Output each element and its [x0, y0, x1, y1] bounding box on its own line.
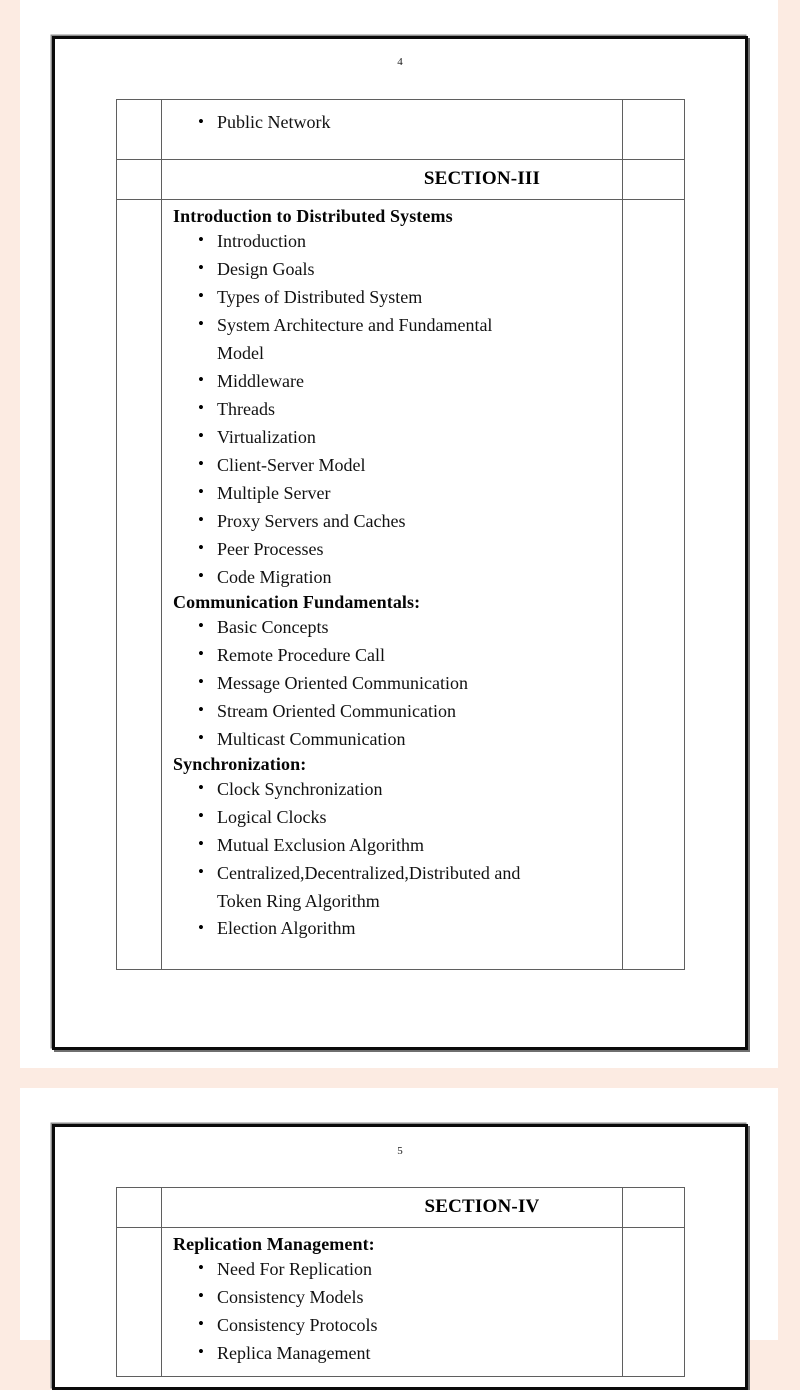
list-item: • Consistency Protocols: [166, 1312, 614, 1340]
section-title: SECTION-IV: [424, 1196, 540, 1217]
row-number-cell: [117, 1188, 162, 1228]
row-number-cell: [117, 159, 162, 199]
list-item: • Code Migration: [166, 564, 614, 592]
row-body-cell: [162, 159, 623, 199]
row-body-cell: [162, 1188, 623, 1228]
table-row: [117, 1228, 685, 1377]
page-sheet-4: [20, 0, 778, 1068]
bullet-list: [166, 109, 614, 137]
table-row-section-heading: [117, 159, 685, 199]
bullet-list: [166, 228, 614, 592]
list-item: • Mutual Exclusion Algorithm: [166, 832, 614, 860]
list-item: • Threads: [166, 396, 614, 424]
group-heading: Synchronization:: [173, 753, 307, 774]
list-item: • Need For Replication: [166, 1256, 614, 1284]
syllabus-table: [116, 99, 685, 970]
table-row: [117, 199, 685, 969]
row-body-cell: [162, 1228, 623, 1377]
list-item: • Multiple Server: [166, 480, 614, 508]
page-number: 4: [397, 56, 403, 68]
row-number-cell: [117, 100, 162, 160]
list-item: • Logical Clocks: [166, 804, 614, 832]
list-item-line-2: Token Ring Algorithm: [217, 890, 380, 911]
list-item: • Remote Procedure Call: [166, 642, 614, 670]
list-item: • Multicast Communication: [166, 726, 614, 754]
group-heading: Replication Management:: [173, 1234, 375, 1254]
row-number-cell: [117, 199, 162, 969]
list-item: • Peer Processes: [166, 536, 614, 564]
row-extra-cell: [623, 1228, 685, 1377]
cell-bottom-spacer: [166, 943, 614, 961]
row-extra-cell: [623, 1188, 685, 1228]
list-item: • Virtualization: [166, 424, 614, 452]
list-item: • Middleware: [166, 368, 614, 396]
list-item: • Client-Server Model: [166, 452, 614, 480]
bullet-list: [166, 1256, 614, 1368]
section-title: SECTION-III: [423, 167, 541, 189]
list-item: • Election Algorithm: [166, 915, 614, 943]
row-extra-cell: [623, 100, 685, 160]
table-row: [117, 100, 685, 160]
group-heading: Introduction to Distributed Systems: [173, 205, 453, 226]
row-body-cell: [162, 100, 623, 160]
page-sheet-5: [20, 1088, 778, 1363]
syllabus-table: [116, 1187, 685, 1377]
list-item: • Types of Distributed System: [166, 284, 614, 312]
list-item: • Proxy Servers and Caches: [166, 508, 614, 536]
row-extra-cell: [623, 199, 685, 969]
list-item: [166, 860, 614, 916]
page-number: 5: [397, 1145, 403, 1157]
list-item-line-1: Centralized,Decentralized,Distributed and: [217, 862, 521, 883]
page-frame-4: [52, 36, 748, 1050]
list-item: • Design Goals: [166, 256, 614, 284]
list-item-line-1: System Architecture and Fundamental: [217, 314, 493, 335]
list-item: [166, 312, 614, 368]
list-item: • Replica Management: [166, 1340, 614, 1368]
list-item-line-2: Model: [217, 342, 264, 363]
row-number-cell: [117, 1228, 162, 1377]
bullet-list: [166, 614, 614, 754]
list-item: • Consistency Models: [166, 1284, 614, 1312]
list-item: • Message Oriented Communication: [166, 670, 614, 698]
list-item: • Clock Synchronization: [166, 776, 614, 804]
row-body-cell: [162, 199, 623, 969]
list-item: • Public Network: [166, 109, 614, 137]
list-item: • Introduction: [166, 228, 614, 256]
group-heading: Communication Fundamentals:: [173, 591, 421, 612]
list-item: • Basic Concepts: [166, 614, 614, 642]
table-row-section-heading: [117, 1188, 685, 1228]
bullet-list: [166, 776, 614, 944]
page-frame-5: [52, 1124, 748, 1390]
row-extra-cell: [623, 159, 685, 199]
list-item: • Stream Oriented Communication: [166, 698, 614, 726]
